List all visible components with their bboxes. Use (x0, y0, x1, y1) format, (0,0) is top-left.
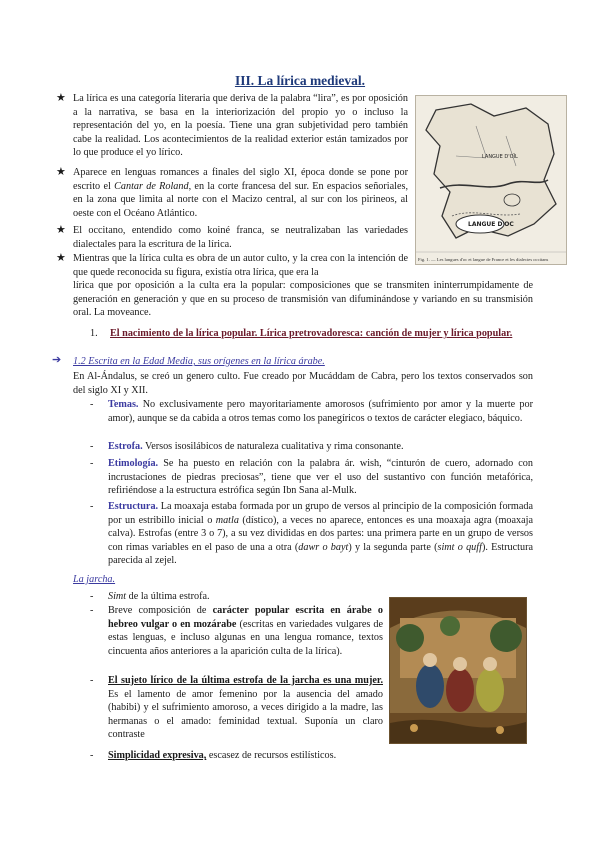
item-estrofa-text: Versos isosilábicos de naturaleza cualitativa y rima consonante. (142, 441, 404, 452)
jarcha-item-2-c: (escritas en variedades vulgares de estas lenguas, e incluso algunas en una lengua romance, textos cincuenta años anteriores a la aparición culta de la lírica). (108, 618, 383, 657)
map-caption: Fig. 1. — Les langues d'oc et langue de France et les dialectes occitans (418, 256, 549, 262)
dash-bullet: - (90, 591, 94, 602)
term-etimologia: Etimología. (108, 458, 159, 469)
jarcha-item-3-bold: El sujeto lírico de la última estrofa de la jarcha es una mujer. (108, 675, 383, 686)
jarcha-heading: La jarcha. (73, 574, 116, 585)
jarcha-item-4 (108, 749, 383, 763)
item-estructura (108, 500, 533, 568)
arrow-bullet-icon: ➔ (52, 354, 62, 366)
term-estructura: Estructura. (108, 501, 159, 512)
section-number: 1. (90, 328, 98, 339)
dawr-italic: dawr o bayt (298, 541, 349, 553)
map-label-oil: LANGUE D'OÏL (482, 154, 518, 160)
bullet-2-italic: Cantar de Roland (114, 180, 189, 192)
jarcha-item-3 (108, 674, 383, 742)
term-temas: Temas. (108, 399, 139, 410)
bullet-paragraph-4a: Mientras que la lírica culta es obra de un autor culto, y la crea con la intención de que quede reconocida su figura, existía otra lírica, que era la (73, 253, 408, 278)
star-bullet-icon: ★ (56, 166, 66, 178)
bullet-2-rest: , en la corte francesa del sur. En espacios señoriales, en la zona que limita al norte con el Macizo central, al sur con los pirineos, al oeste con el Océano Atlántico. (73, 180, 408, 219)
dash-bullet: - (90, 399, 94, 410)
dash-bullet: - (90, 750, 94, 761)
page-title: III. La lírica medieval. (234, 73, 366, 88)
subsection-heading: 1.2 Escrita en la Edad Media, sus orígenes en la lírica árabe. (73, 356, 325, 367)
bullet-paragraph-4b: lírica que por oposición a la culta era la popular: composiciones que se transmiten ininterrumpidamente de generación en generación y que en su proceso de transmisión van difuminándose y variando en su transmisión oral. La moveance. (73, 280, 533, 319)
item-temas (108, 398, 533, 425)
star-bullet-icon: ★ (56, 252, 66, 264)
item-estrofa (108, 440, 533, 454)
estructura-part4: ). Estructura parecida al zejel. (108, 541, 533, 567)
jarcha-item-1-text: de la última estrofa. (126, 591, 210, 602)
jarcha-item-2-bold: carácter popular escrita en árabe o hebreo vulgar o en mozárabe (108, 605, 383, 630)
dash-bullet: - (90, 605, 94, 616)
estructura-part2: (dístico), a veces no aparece, entonces es una moaxaja agra (moaxaja calva). Estrofas (entre 3 o 7), a su vez divididas en dos partes: una primera parte en un grupo de versos con rimas variables en el paso de una a otra ( (108, 514, 533, 553)
item-etimologia-text: Se ha puesto en relación con la palabra ár. wish, “cinturón de cuero, adornado con incrustaciones de piedras preciosas”, tiene que ver el uso del sustantivo con función metafórica, refiriéndose a la estructura estrófica según Ibn Sana al-Mulk. (108, 458, 533, 497)
item-etimologia (108, 457, 533, 498)
bullet-paragraph-1: La lírica es una categoría literaria que deriva de la palabra “lira”, es por oposición a la narrativa, se basa en la interiorización del propio yo o incluso la representación del yo, en la poesía. Tiene una gran subjetividad pero también cabe la realidad. Los acontecimientos de la realidad exterior están tamizados por lo que produce el yo lírico. (73, 93, 408, 159)
jarcha-item-2 (108, 604, 383, 658)
dash-bullet: - (90, 675, 94, 686)
medieval-painting-image (389, 597, 527, 744)
matla-italic: matla (215, 514, 239, 526)
jarcha-item-4-c: escasez de recursos estilísticos. (206, 750, 337, 761)
bullet-paragraph-2 (73, 166, 408, 220)
item-temas-text: No exclusivamente pero mayoritariamente amorosos (sufrimiento por amor y la muerte por amor), aunque se da cabida a otros temas como los panegíricos o textos de carácter elegiaco, báquico. (108, 399, 533, 424)
item-estructura-text: La moaxaja estaba formada por un grupo de versos al principio de la composición formada por un estribillo inicial o (108, 501, 533, 526)
section-heading: El nacimiento de la lírica popular. Lírica pretrovadoresca: canción de mujer y lírica popular. (110, 328, 513, 339)
section-intro: En Al-Ándalus, se creó un genero culto. Fue creado por Mucáddam de Cabra, pero los textos conservados son del siglo XI y XII. (73, 371, 533, 396)
map-image (415, 95, 567, 265)
dash-bullet: - (90, 441, 94, 452)
star-bullet-icon: ★ (56, 224, 66, 236)
bullet-paragraph-3: El occitano, entendido como koiné franca, se neutralizaban las variedades dialectales para la escritura de la lírica. (73, 225, 408, 250)
jarcha-item-3-c: Es el lamento de amor femenino por la ausencia del amado (habibi) y el sufrimiento amoroso, a veces dirigido a la madre, las hermanas o el amado: feminidad textual. Suponía un claro contraste (108, 688, 383, 741)
jarcha-item-2-a: Breve composición de (108, 605, 213, 616)
estructura-part3: ) y la segunda parte ( (348, 541, 438, 553)
jarcha-simt: Simt (108, 591, 127, 602)
dash-bullet: - (90, 458, 94, 469)
term-estrofa: Estrofa. (108, 441, 143, 452)
dash-bullet: - (90, 501, 94, 512)
jarcha-item-4-bold: Simplicidad expresiva, (108, 750, 207, 761)
bullet-2-text: Aparece en lenguas romances a finales del siglo XI, época donde se pone por escrito el (73, 167, 408, 192)
simt-italic: simt o quff (437, 541, 482, 553)
jarcha-item-1 (108, 590, 383, 604)
map-label-oc: LANGUE D'OC (468, 221, 514, 228)
star-bullet-icon: ★ (56, 92, 66, 104)
